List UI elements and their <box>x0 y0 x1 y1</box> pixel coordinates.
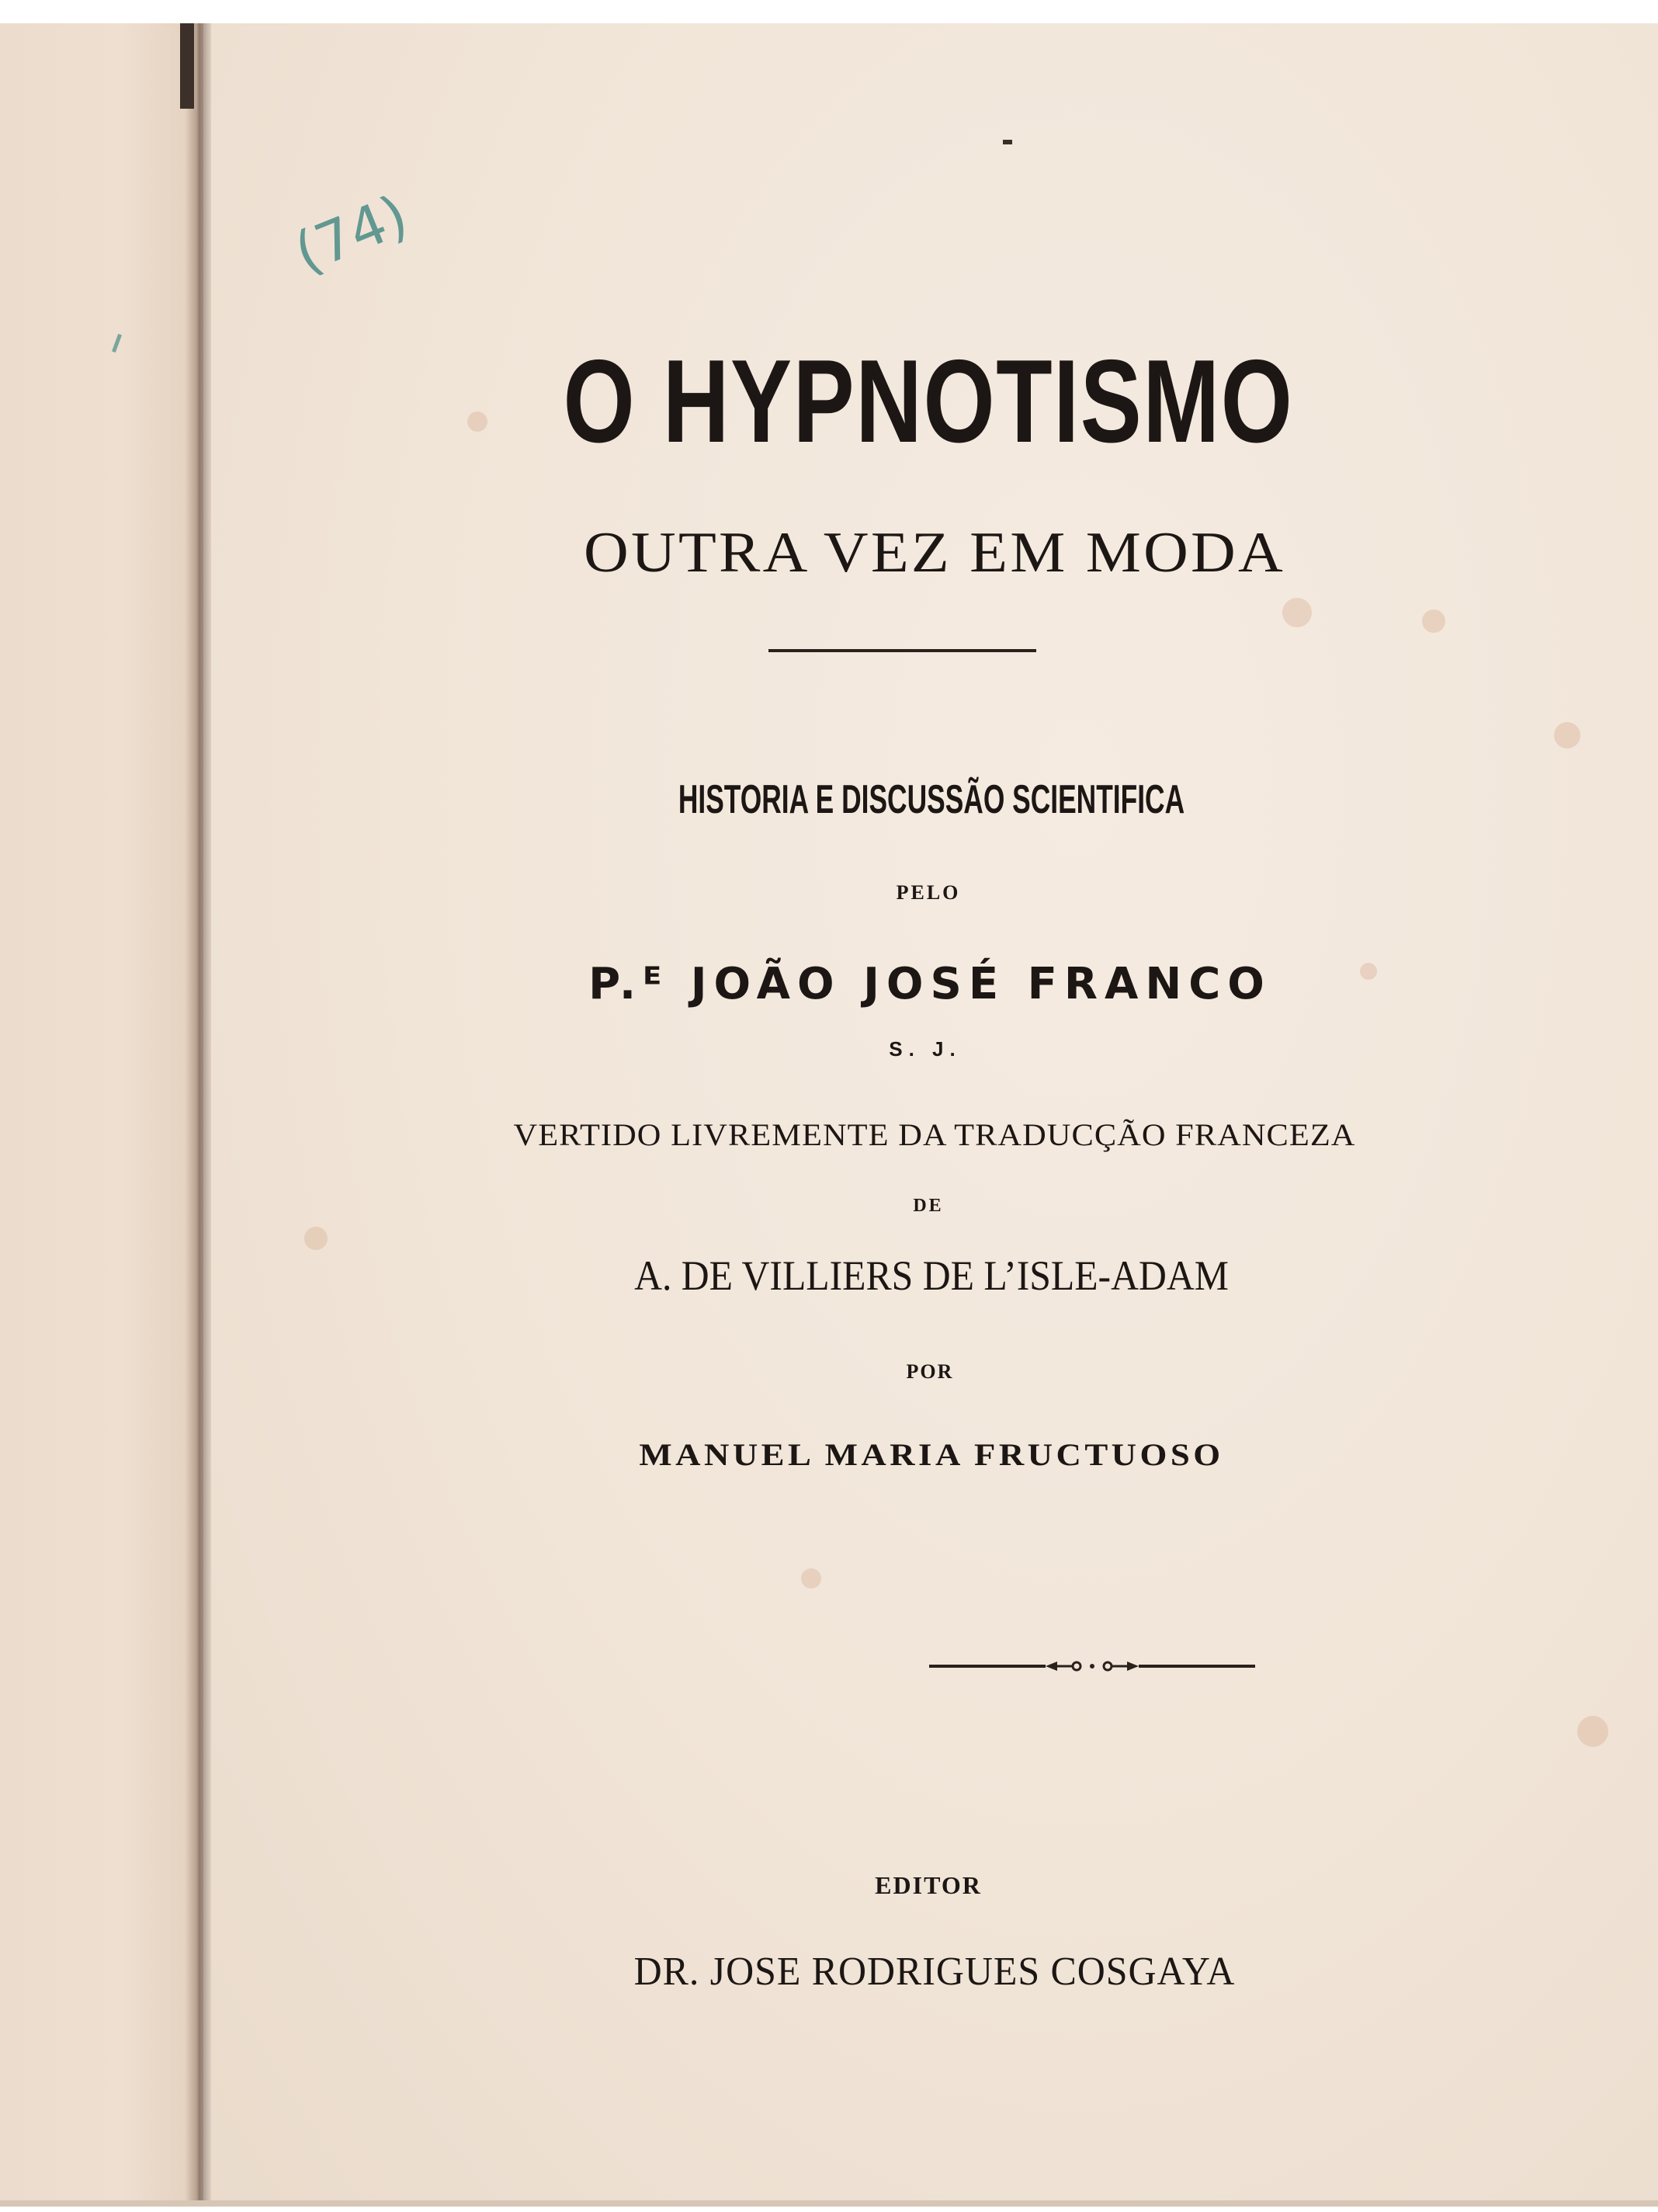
pencil-annotation: (74) <box>286 182 417 286</box>
by-label: PELO <box>896 881 961 904</box>
ornament-divider <box>929 1658 1255 1674</box>
french-translator: A. DE VILLIERS DE L’ISLE-ADAM <box>634 1252 1229 1299</box>
binding-notch <box>180 23 194 109</box>
foxing-stain <box>801 1568 821 1589</box>
book-subtitle: OUTRA VEZ EM MODA <box>584 521 1285 585</box>
foxing-stain <box>1577 1716 1608 1747</box>
foxing-stain <box>1422 609 1445 633</box>
author-order: S. J. <box>889 1037 962 1061</box>
left-leaf <box>0 23 203 2207</box>
foxing-stain <box>304 1227 328 1250</box>
by-label-2: POR <box>906 1360 954 1383</box>
foxing-stain <box>1554 722 1580 748</box>
book-title: O HYPNOTISMO <box>563 335 1294 467</box>
of-label: DE <box>913 1196 944 1216</box>
title-page <box>211 23 1658 2207</box>
translation-note: VERTIDO LIVREMENTE DA TRADUCÇÃO FRANCEZA <box>513 1117 1356 1152</box>
portuguese-translator: MANUEL MARIA FRUCTUOSO <box>639 1437 1224 1472</box>
scanned-spread <box>0 23 1658 2207</box>
author-name: P.ᴱ JOÃO JOSÉ FRANCO <box>588 959 1271 1009</box>
ink-dot <box>1003 140 1012 144</box>
editor-name: DR. JOSE RODRIGUES COSGAYA <box>633 1950 1236 1994</box>
bottom-margin <box>0 2200 1658 2207</box>
editor-label: EDITOR <box>875 1871 982 1899</box>
book-description: HISTORIA E DISCUSSÃO SCIENTIFICA <box>678 777 1185 822</box>
title-divider <box>768 649 1036 652</box>
foxing-stain <box>1282 598 1312 627</box>
